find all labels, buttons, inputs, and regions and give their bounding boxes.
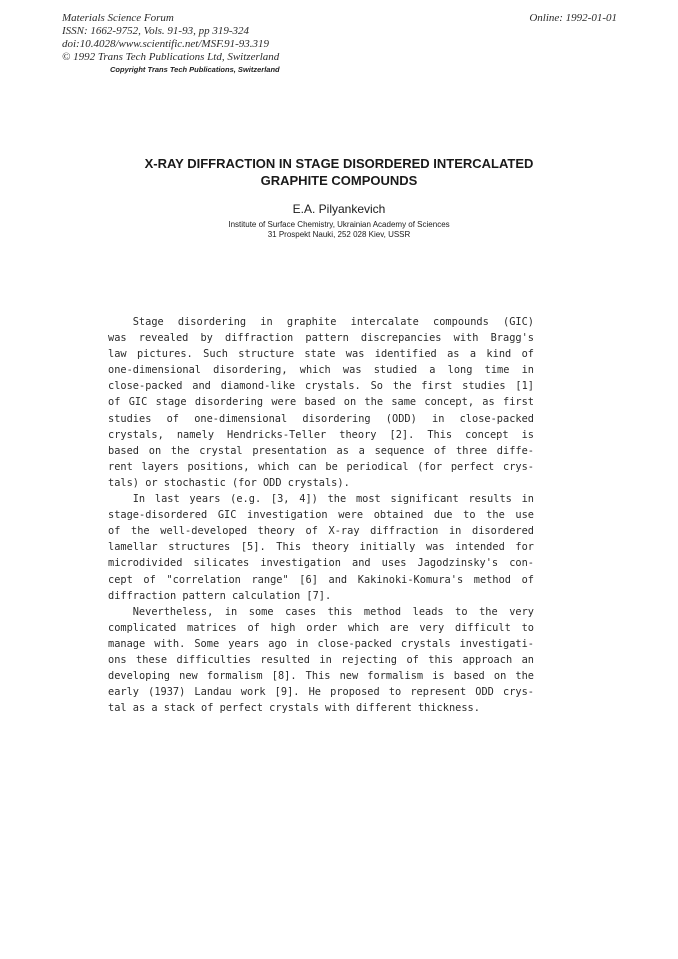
affiliation-line-1: Institute of Surface Chemistry, Ukrainian Academy of Sciences <box>228 220 450 229</box>
doi-line: doi:10.4028/www.scientific.net/MSF.91-93.319 <box>62 38 270 50</box>
body-line: rent layers positions, which can be periodical (for perfect crys- <box>108 460 534 473</box>
paper-title <box>0 155 678 189</box>
publication-info <box>62 12 280 76</box>
body-line: microdivided silicates investigation and uses Jagodzinsky's con- <box>108 557 534 570</box>
body-line: crystals, namely Hendricks-Teller theory [2]. This concept is <box>108 428 534 441</box>
body-line: of GIC stage disordering were based on the same concept, as first <box>108 396 534 409</box>
body-line: stage-disordered GIC investigation were obtained due to the use <box>108 509 534 522</box>
issn-line: ISSN: 1662-9752, Vols. 91-93, pp 319-324 <box>62 25 249 37</box>
body-line: based on the crystal presentation as a sequence of three diffe- <box>108 444 534 457</box>
body-line: developing new formalism [8]. This new formalism is based on the <box>108 670 534 683</box>
body-line: Nevertheless, in some cases this method leads to the very <box>132 605 534 618</box>
copyright-line: © 1992 Trans Tech Publications Ltd, Switzerland <box>62 51 280 63</box>
author-affiliation <box>0 220 678 240</box>
body-line: Stage disordering in graphite intercalate compounds (GIC) <box>132 316 534 328</box>
journal-name: Materials Science Forum <box>62 12 174 24</box>
body-line: early (1937) Landau work [9]. He proposed to represent ODD crys- <box>108 686 534 699</box>
body-text <box>108 314 534 716</box>
body-line: tals) or stochastic (for ODD crystals). <box>108 476 350 489</box>
body-line: law pictures. Such structure state was identified as a kind of <box>108 348 534 361</box>
author-name: E.A. Pilyankevich <box>292 202 386 216</box>
body-line: manage with. Some years ago in close-packed crystals investigati- <box>108 637 534 650</box>
body-line: ons these difficulties resulted in rejecting of this approach an <box>108 653 534 666</box>
body-line: cept of "correlation range" [6] and Kakinoki-Komura's method of <box>108 573 534 586</box>
copyright-stamp: Copyright Trans Tech Publications, Switzerland <box>110 65 280 74</box>
body-line: of the well-developed theory of X-ray diffraction in disordered <box>108 525 534 538</box>
body-line: close-packed and diamond-like crystals. So the first studies [1] <box>108 380 534 393</box>
body-line: In last years (e.g. [3, 4]) the most significant results in <box>132 493 534 506</box>
body-line: was revealed by diffraction pattern discrepancies with Bragg's <box>108 332 534 345</box>
body-line: studies of one-dimensional disordering (ODD) in close-packed <box>108 412 534 425</box>
body-line: diffraction pattern calculation [7]. <box>108 589 332 602</box>
title-line-2: GRAPHITE COMPOUNDS <box>260 173 418 188</box>
online-date: Online: 1992-01-01 <box>529 12 617 24</box>
body-line: lamellar structures [5]. This theory initially was intended for <box>108 541 534 554</box>
body-line: tal as a stack of perfect crystals with different thickness. <box>108 702 480 715</box>
body-line: complicated matrices of high order which are very difficult to <box>108 621 534 634</box>
title-line-1: X-RAY DIFFRACTION IN STAGE DISORDERED INTERCALATED <box>144 156 534 171</box>
body-line: one-dimensional disordering, which was studied a long time in <box>108 364 534 377</box>
affiliation-line-2: 31 Prospekt Nauki, 252 028 Kiev, USSR <box>267 230 411 239</box>
